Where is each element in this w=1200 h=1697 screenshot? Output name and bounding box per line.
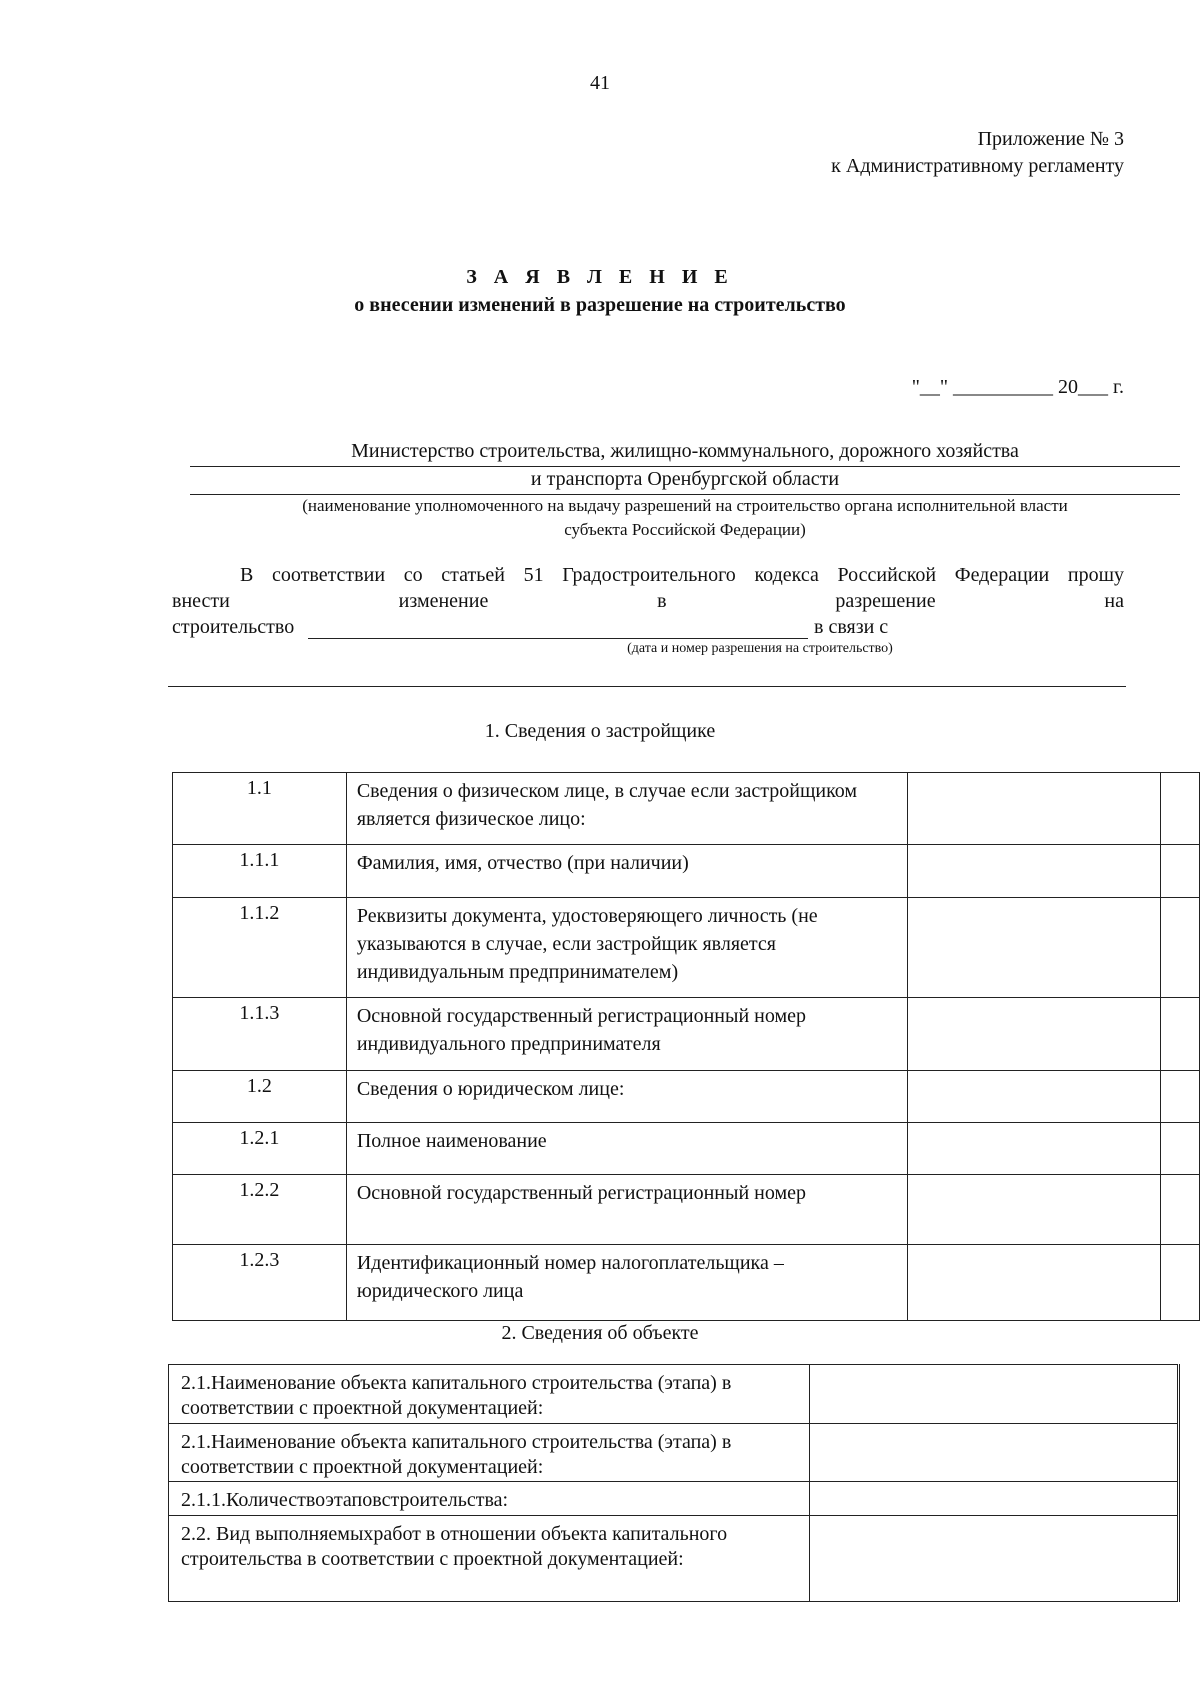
row-number: 1.1.2 <box>173 898 347 998</box>
row-value-field[interactable] <box>908 1175 1161 1245</box>
authority-name-line-1: Министерство строительства, жилищно-коммунального, дорожного хозяйства <box>351 440 1019 462</box>
row-value-field[interactable] <box>810 1365 1179 1424</box>
authority-note-line-2: субъекта Российской Федерации) <box>564 520 806 539</box>
row-value-field[interactable] <box>908 845 1161 898</box>
table-row <box>169 1516 1179 1602</box>
row-number: 1.1 <box>173 773 347 845</box>
request-line-2 <box>172 590 1124 613</box>
row-value-field[interactable] <box>908 1245 1161 1321</box>
section-1-heading: 1. Сведения о застройщике <box>484 720 716 742</box>
row-number: 1.2.2 <box>173 1175 347 1245</box>
row-number: 1.1.1 <box>173 845 347 898</box>
table-row <box>173 1123 1200 1175</box>
row-number: 1.1.3 <box>173 998 347 1071</box>
table-row <box>169 1482 1179 1516</box>
row-extra-cell <box>1161 898 1200 998</box>
document-title: З А Я В Л Е Н И Е <box>466 266 734 288</box>
section-2-heading: 2. Сведения об объекте <box>501 1322 699 1344</box>
row-value-field[interactable] <box>810 1424 1179 1482</box>
request-word-1: внести <box>172 590 230 612</box>
row-label: 2.1.Наименование объекта капитального строительства (этапа) в соответствии с проектной документацией: <box>169 1365 810 1424</box>
row-label: Основной государственный регистрационный номер индивидуального предпринимателя <box>346 998 908 1071</box>
row-extra-cell <box>1161 845 1200 898</box>
table-row <box>173 1175 1200 1245</box>
row-label: Реквизиты документа, удостоверяющего личность (не указываются в случае, если застройщик является индивидуальным предпринимателем) <box>346 898 908 998</box>
row-value-field[interactable] <box>810 1516 1179 1602</box>
row-label: 2.2. Вид выполняемыхработ в отношении объекта капитального строительства в соответствии с проектной документацией: <box>169 1516 810 1602</box>
table-row <box>169 1365 1179 1424</box>
table-row <box>173 773 1200 845</box>
appendix-line-2: к Административному регламенту <box>831 155 1124 177</box>
table-row <box>173 998 1200 1071</box>
row-value-field[interactable] <box>908 773 1161 845</box>
date-line: "__" __________ 20___ г. <box>911 376 1124 398</box>
row-number: 1.2.1 <box>173 1123 347 1175</box>
table-row <box>173 1245 1200 1321</box>
row-label: Сведения о физическом лице, в случае если застройщиком является физическое лицо: <box>346 773 908 845</box>
row-extra-cell <box>1161 1245 1200 1321</box>
appendix-line-1: Приложение № 3 <box>977 128 1124 150</box>
row-value-field[interactable] <box>908 998 1161 1071</box>
table-row <box>173 845 1200 898</box>
row-extra-cell <box>1161 1175 1200 1245</box>
page-number: 41 <box>590 72 610 94</box>
row-label: Идентификационный номер налогоплательщика – юридического лица <box>346 1245 908 1321</box>
table-row <box>169 1424 1179 1482</box>
object-info-table <box>168 1364 1180 1602</box>
table-row <box>173 1071 1200 1123</box>
authority-note-line-1: (наименование уполномоченного на выдачу разрешений на строительство органа исполнительной власти <box>302 496 1068 515</box>
row-extra-cell <box>1161 1071 1200 1123</box>
row-extra-cell <box>1161 773 1200 845</box>
row-label: Фамилия, имя, отчество (при наличии) <box>346 845 908 898</box>
row-value-field[interactable] <box>908 898 1161 998</box>
reason-blank-line <box>168 686 1126 687</box>
authority-name-line-2: и транспорта Оренбургской области <box>530 468 840 490</box>
request-line-3-prefix: строительство <box>172 616 295 638</box>
request-line-1: В соответствии со статьей 51 Градостроительного кодекса Российской Федерации прошу <box>240 564 1124 586</box>
row-label: 2.1.Наименование объекта капитального строительства (этапа) в соответствии с проектной документацией: <box>169 1424 810 1482</box>
row-label: Полное наименование <box>346 1123 908 1175</box>
row-value-field[interactable] <box>908 1123 1161 1175</box>
permit-number-blank <box>308 638 808 639</box>
request-word-2: изменение <box>398 590 489 612</box>
row-label: Сведения о юридическом лице: <box>346 1071 908 1123</box>
authority-underline-1 <box>190 466 1180 467</box>
document-subtitle: о внесении изменений в разрешение на строительство <box>354 294 846 316</box>
row-value-field[interactable] <box>810 1482 1179 1516</box>
authority-note <box>190 494 1180 542</box>
request-word-5: на <box>1104 590 1124 612</box>
row-extra-cell <box>1161 998 1200 1071</box>
row-number: 1.2 <box>173 1071 347 1123</box>
row-label: 2.1.1.Количествоэтаповстроительства: <box>169 1482 810 1516</box>
table-row <box>173 898 1200 998</box>
row-value-field[interactable] <box>908 1071 1161 1123</box>
row-number: 1.2.3 <box>173 1245 347 1321</box>
request-line-3-suffix: в связи с <box>814 616 889 638</box>
request-word-3: в <box>657 590 667 612</box>
appendix-reference <box>831 126 1124 180</box>
row-extra-cell <box>1161 1123 1200 1175</box>
request-word-4: разрешение <box>835 590 936 612</box>
row-label: Основной государственный регистрационный номер <box>346 1175 908 1245</box>
permit-caption: (дата и номер разрешения на строительство) <box>627 641 893 656</box>
developer-info-table <box>172 772 1200 1321</box>
